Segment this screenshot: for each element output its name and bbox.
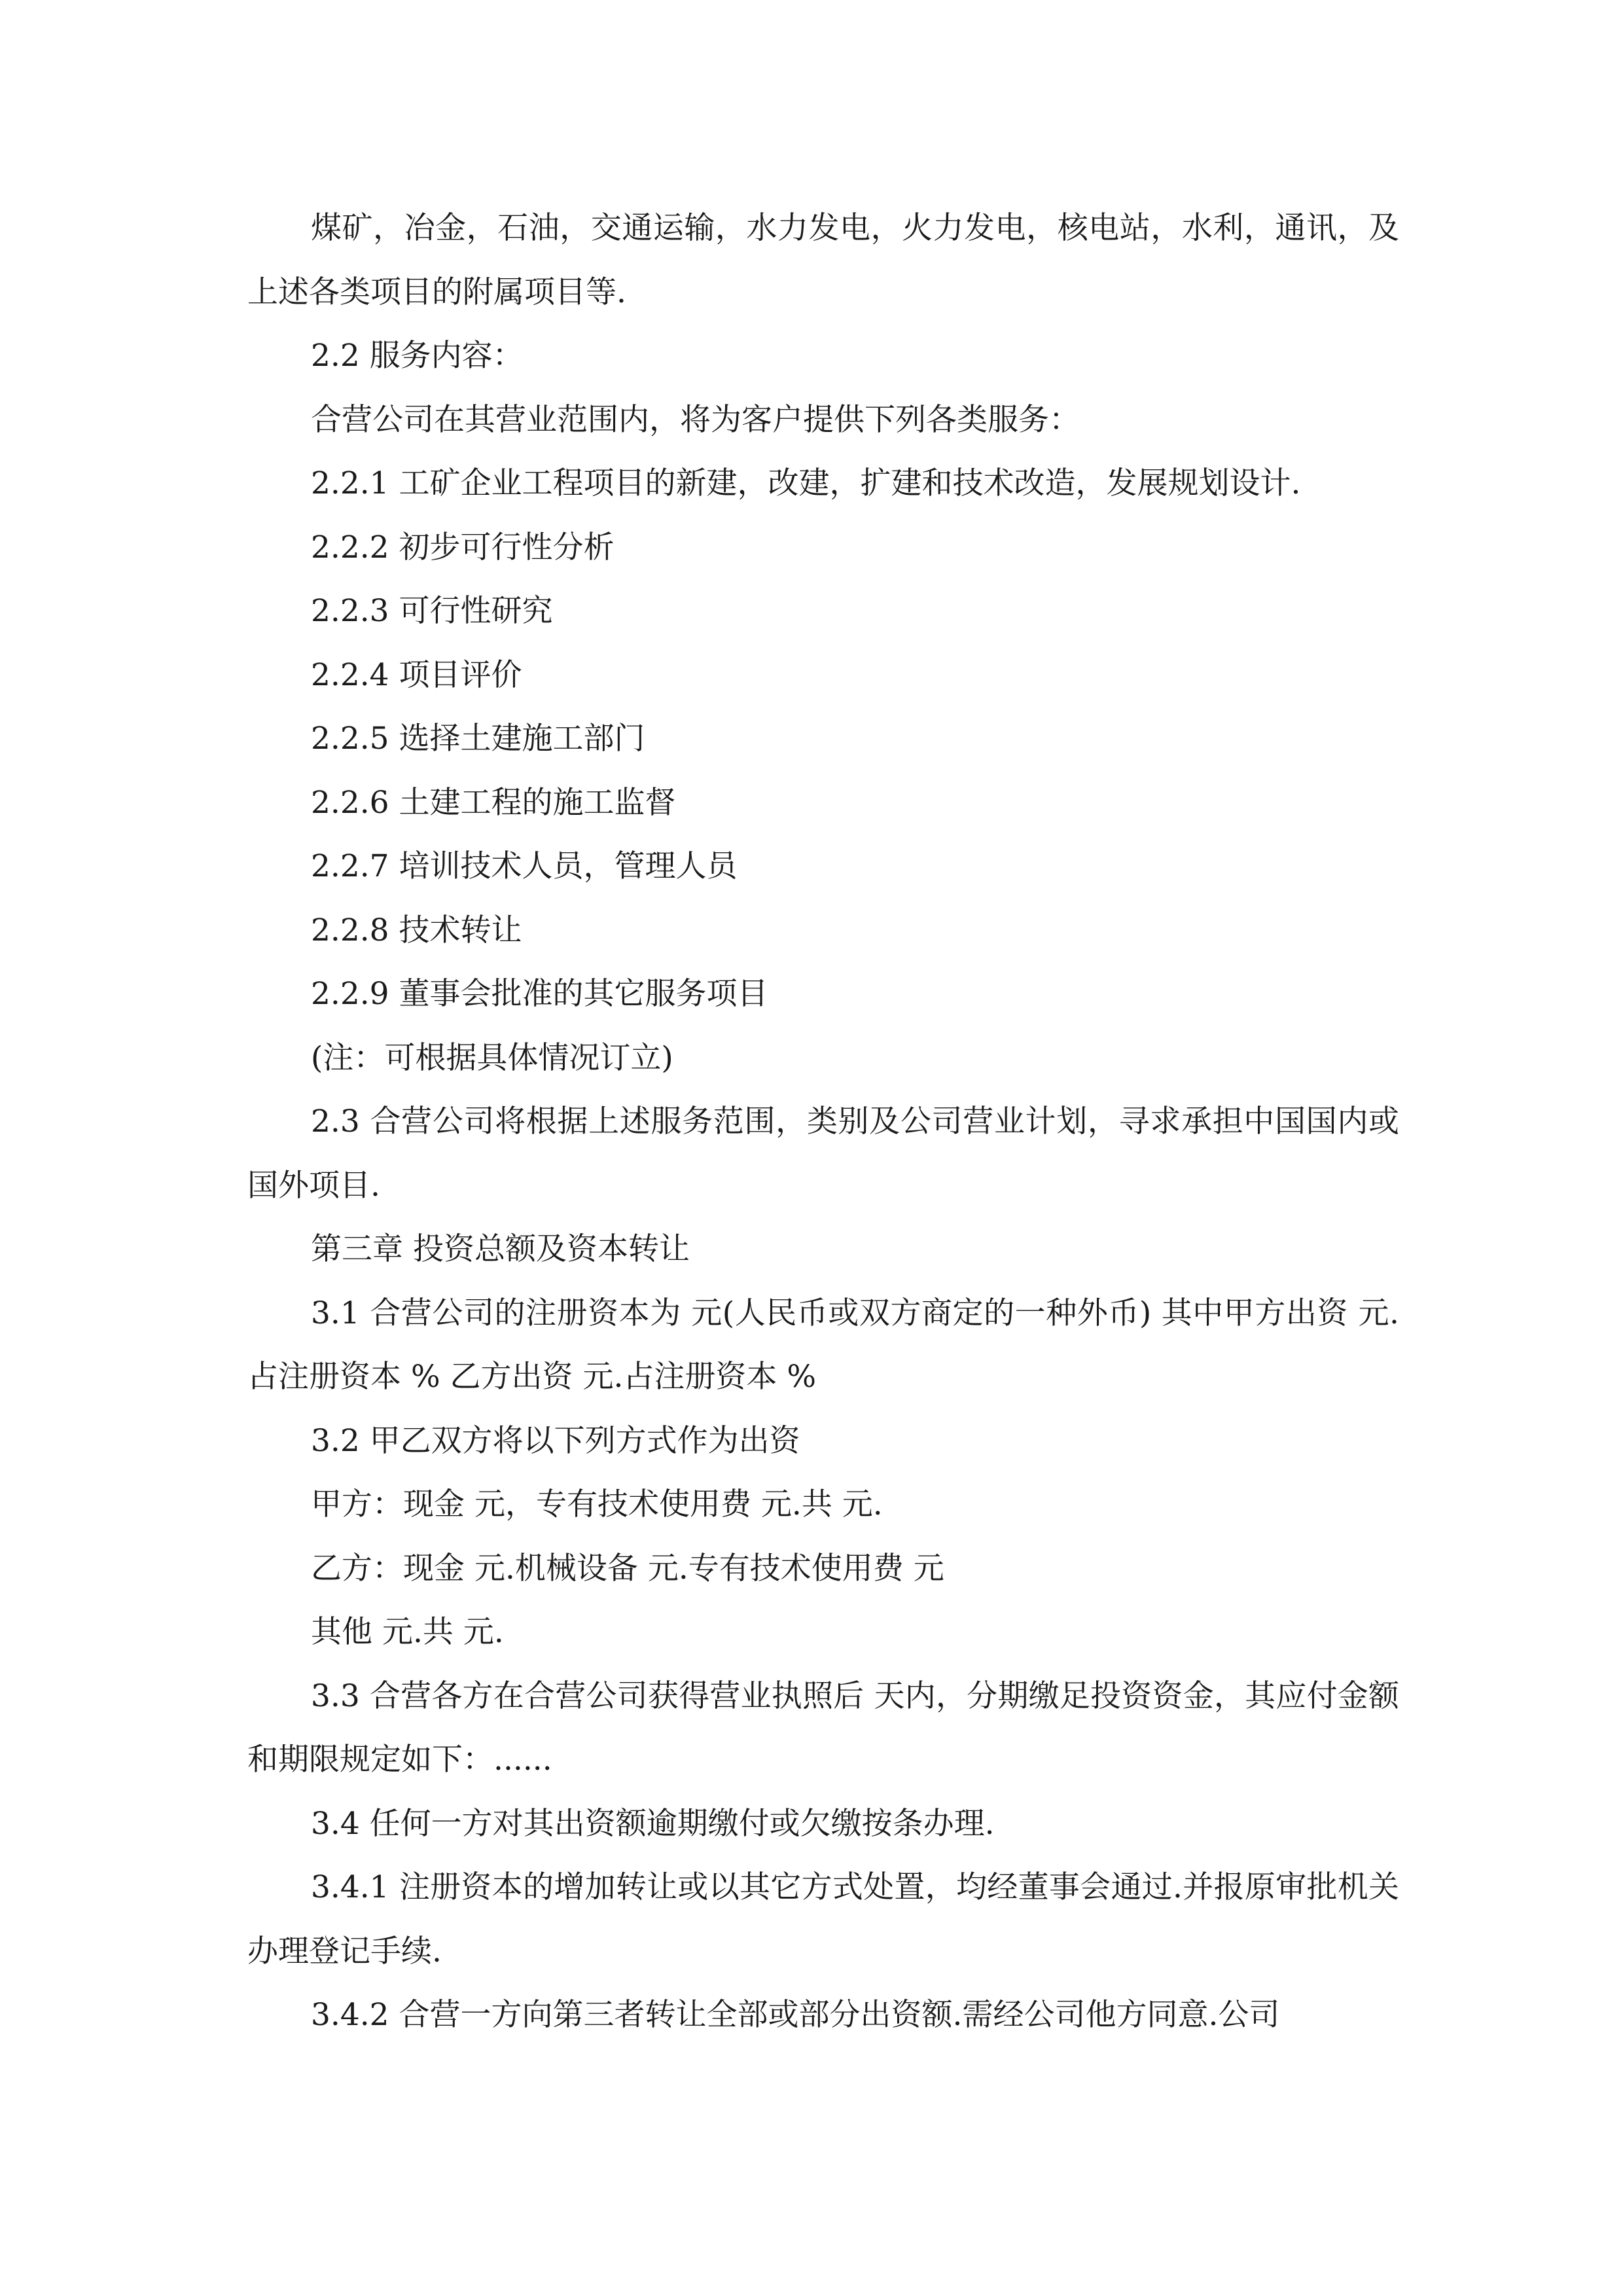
paragraph-3-4-1: 3.4.1 注册资本的增加转让或以其它方式处置，均经董事会通过.并报原审批机关办理登记手续.	[247, 1869, 1399, 1969]
chapter-3-heading: 第三章 投资总额及资本转让	[311, 1231, 690, 1267]
note-paragraph: (注：可根据具体情况订立)	[311, 1039, 673, 1076]
list-item-2-2-3: 2.2.3 可行性研究	[311, 593, 553, 629]
heading-2-2-services: 2.2 服务内容：	[311, 338, 524, 374]
party-a-contribution: 甲方：现金 元，专有技术使用费 元.共 元.	[311, 1486, 883, 1522]
paragraph-industries: 煤矿，冶金，石油，交通运输，水力发电，火力发电，核电站，水利，通讯，及上述各类项目的附属项目等.	[247, 210, 1399, 310]
list-item-2-2-6: 2.2.6 土建工程的施工监督	[311, 784, 676, 821]
list-item-2-2-9: 2.2.9 董事会批准的其它服务项目	[311, 976, 768, 1012]
paragraph-3-3: 3.3 合营各方在合营公司获得营业执照后 天内，分期缴足投资资金，其应付金额和期限规定如下：......	[247, 1677, 1399, 1778]
paragraph-3-4: 3.4 任何一方对其出资额逾期缴付或欠缴按条办理.	[311, 1805, 995, 1842]
list-item-2-2-7: 2.2.7 培训技术人员，管理人员	[311, 848, 738, 884]
party-b-contribution: 乙方：现金 元.机械设备 元.专有技术使用费 元	[311, 1550, 944, 1587]
list-item-2-2-5: 2.2.5 选择土建施工部门	[311, 721, 645, 757]
paragraph-2-3: 2.3 合营公司将根据上述服务范围，类别及公司营业计划，寻求承担中国国内或国外项目.	[247, 1103, 1399, 1204]
list-item-2-2-1: 2.2.1 工矿企业工程项目的新建，改建，扩建和技术改造，发展规划设计.	[311, 465, 1301, 501]
paragraph-3-4-2: 3.4.2 合营一方向第三者转让全部或部分出资额.需经公司他方同意.公司	[311, 1997, 1280, 2033]
list-item-2-2-2: 2.2.2 初步可行性分析	[311, 529, 615, 565]
paragraph-services-intro: 合营公司在其营业范围内，将为客户提供下列各类服务：	[311, 401, 1080, 438]
document-body	[247, 196, 1399, 2047]
other-contribution: 其他 元.共 元.	[311, 1614, 504, 1650]
paragraph-3-1: 3.1 合营公司的注册资本为 元(人民币或双方商定的一种外币) 其中甲方出资 元.占注册资本 % 乙方出资 元.占注册资本 %	[247, 1295, 1399, 1395]
list-item-2-2-8: 2.2.8 技术转让	[311, 912, 522, 948]
paragraph-3-2: 3.2 甲乙双方将以下列方式作为出资	[311, 1422, 800, 1459]
list-item-2-2-4: 2.2.4 项目评价	[311, 656, 522, 693]
